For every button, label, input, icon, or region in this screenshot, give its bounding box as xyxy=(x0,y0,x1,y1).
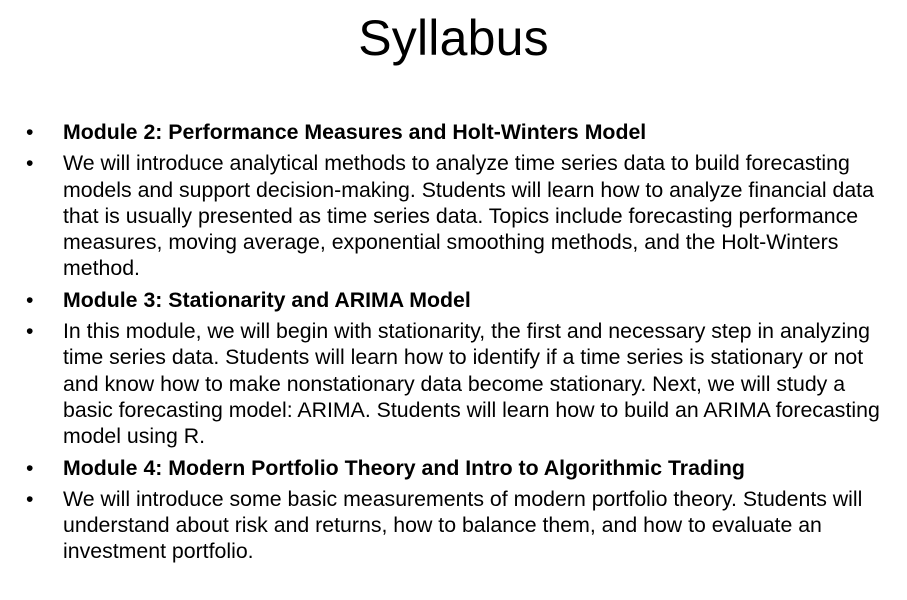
bullet-icon: • xyxy=(26,319,34,344)
slide-title: Syllabus xyxy=(358,10,549,66)
module-2-description-text: We will introduce analytical methods to analyze time series data to build forecasting models and support decision-making. Students will learn how to analyze financial data that is usually presented as time series data. Topics include forecasting performance measures, moving average, exponential smoothing methods, and the Holt-Winters method. xyxy=(63,151,874,281)
bullet-icon: • xyxy=(26,120,34,144)
bullet-icon: • xyxy=(26,486,34,511)
bullet-icon: • xyxy=(26,287,34,312)
syllabus-list xyxy=(26,119,891,570)
bullet-icon: • xyxy=(26,151,34,176)
module-2-heading-text: Module 2: Performance Measures and Holt-Winters Model xyxy=(63,120,647,144)
module-3-description xyxy=(26,318,891,449)
module-4-heading-text: Module 4: Modern Portfolio Theory and Intro to Algorithmic Trading xyxy=(63,455,745,480)
module-3-heading-text: Module 3: Stationarity and ARIMA Model xyxy=(63,287,471,312)
module-2-heading xyxy=(26,119,891,145)
bullet-icon: • xyxy=(26,455,34,480)
module-3-heading xyxy=(26,287,891,313)
module-4-description-text: We will introduce some basic measurements of modern portfolio theory. Students will understand about risk and returns, how to balance them, and how to evaluate an investment portfolio. xyxy=(63,486,863,564)
module-3-description-text: In this module, we will begin with stationarity, the first and necessary step in analyzing time series data. Students will learn how to identify if a time series is stationary or not and know how to make nonstationary data become stationary. Next, we will study a basic forecasting model: ARIMA. Students will learn how to build an ARIMA forecasting model using R. xyxy=(63,319,880,449)
module-2-description xyxy=(26,150,891,281)
module-4-description xyxy=(26,486,891,565)
module-4-heading xyxy=(26,455,891,481)
